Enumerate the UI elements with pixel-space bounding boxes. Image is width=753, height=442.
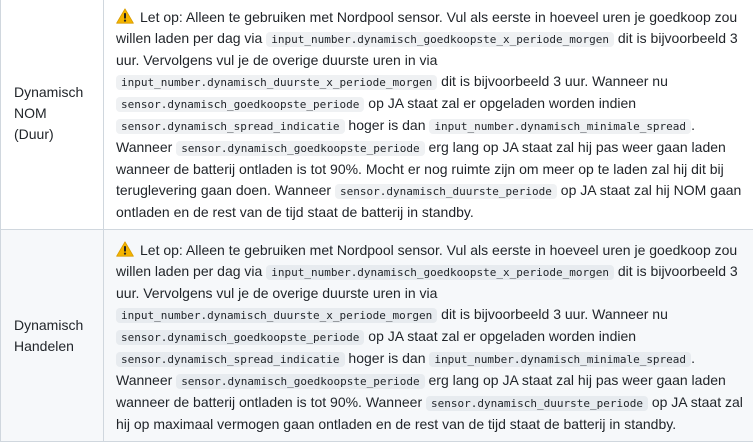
description-text: hoger is dan bbox=[344, 117, 430, 133]
description-text: . Wanneer bbox=[116, 117, 695, 155]
description-text: dit is bijvoorbeeld 3 uur. Wanneer nu bbox=[437, 73, 668, 89]
description-text: dit is bijvoorbeeld 3 uur. Wanneer nu bbox=[437, 306, 668, 322]
mode-name-cell bbox=[1, 230, 104, 442]
mode-name-line: NOM bbox=[14, 104, 47, 121]
entity-id: sensor.dynamisch_spread_indicatie bbox=[116, 119, 345, 134]
entity-id: sensor.dynamisch_goedkoopste_periode bbox=[116, 97, 364, 112]
description-text: hoger is dan bbox=[344, 350, 430, 366]
entity-id: input_number.dynamisch_goedkoopste_x_periode_morgen bbox=[266, 32, 614, 47]
description-text: Let op: Alleen te gebruiken met Nordpool sensor. Vul als eerste in hoeveel uren je goedkoop zou willen laden per dag via bbox=[116, 242, 738, 279]
description-text: erg lang op JA staat zal hij pas weer gaan laden wanneer de batterij ontladen is tot 90%. Wanneer bbox=[116, 372, 726, 410]
description-text: op JA staat zal er opgeladen worden indien bbox=[364, 95, 637, 111]
description-text: dit is bijvoorbeeld 3 uur. Vervolgens vul je de overige duurste uren in via bbox=[116, 30, 738, 68]
mode-name-line: (Duur) bbox=[14, 125, 54, 142]
mode-name-line: Dynamisch bbox=[14, 83, 84, 100]
entity-id: input_number.dynamisch_duurste_x_periode_morgen bbox=[116, 75, 437, 90]
entity-id: input_number.dynamisch_minimale_spread bbox=[429, 119, 691, 134]
table-row bbox=[1, 230, 753, 442]
warning-icon bbox=[116, 8, 134, 24]
mode-description bbox=[116, 7, 747, 223]
entity-id: sensor.dynamisch_goedkoopste_periode bbox=[116, 330, 364, 345]
mode-description bbox=[116, 240, 747, 435]
entity-id: input_number.dynamisch_minimale_spread bbox=[429, 352, 691, 367]
description-text: op JA staat zal er opgeladen worden indien bbox=[364, 328, 637, 344]
modes-table-body bbox=[1, 0, 753, 442]
table-row bbox=[1, 0, 753, 230]
description-text: Let op: Alleen te gebruiken met Nordpool sensor. Vul als eerste in hoeveel uren je goedkoop zou willen laden per dag via bbox=[116, 9, 738, 46]
entity-id: sensor.dynamisch_duurste_periode bbox=[335, 184, 557, 199]
description-text: erg lang op JA staat zal hij pas weer gaan laden wanneer de batterij ontladen is tot 90%. Mocht er nog ruimte zijn om meer op te laden zal hij dit bij teruglevering gaan doen. Wanneer bbox=[116, 139, 726, 198]
entity-id: sensor.dynamisch_goedkoopste_periode bbox=[176, 374, 424, 389]
mode-name-cell bbox=[1, 0, 104, 230]
description-text: op JA staat zal hij NOM gaan ontladen en de rest van de tijd staat de batterij in standby. bbox=[116, 182, 742, 220]
entity-id: input_number.dynamisch_goedkoopste_x_periode_morgen bbox=[266, 265, 614, 280]
mode-description-cell bbox=[104, 230, 753, 442]
mode-name-line: Dynamisch bbox=[14, 316, 84, 333]
entity-id: sensor.dynamisch_goedkoopste_periode bbox=[176, 141, 424, 156]
entity-id: sensor.dynamisch_duurste_periode bbox=[426, 396, 648, 411]
warning-icon bbox=[116, 241, 134, 257]
mode-name-line: Handelen bbox=[14, 337, 74, 354]
description-text: . Wanneer bbox=[116, 350, 695, 388]
mode-description-cell bbox=[104, 0, 753, 230]
description-text: dit is bijvoorbeeld 3 uur. Vervolgens vul je de overige duurste uren in via bbox=[116, 263, 738, 301]
description-text: op JA staat zal hij op maximaal vermogen gaan ontladen en de rest van de tijd staat de batterij in standby. bbox=[116, 394, 743, 432]
entity-id: input_number.dynamisch_duurste_x_periode_morgen bbox=[116, 308, 437, 323]
entity-id: sensor.dynamisch_spread_indicatie bbox=[116, 352, 345, 367]
